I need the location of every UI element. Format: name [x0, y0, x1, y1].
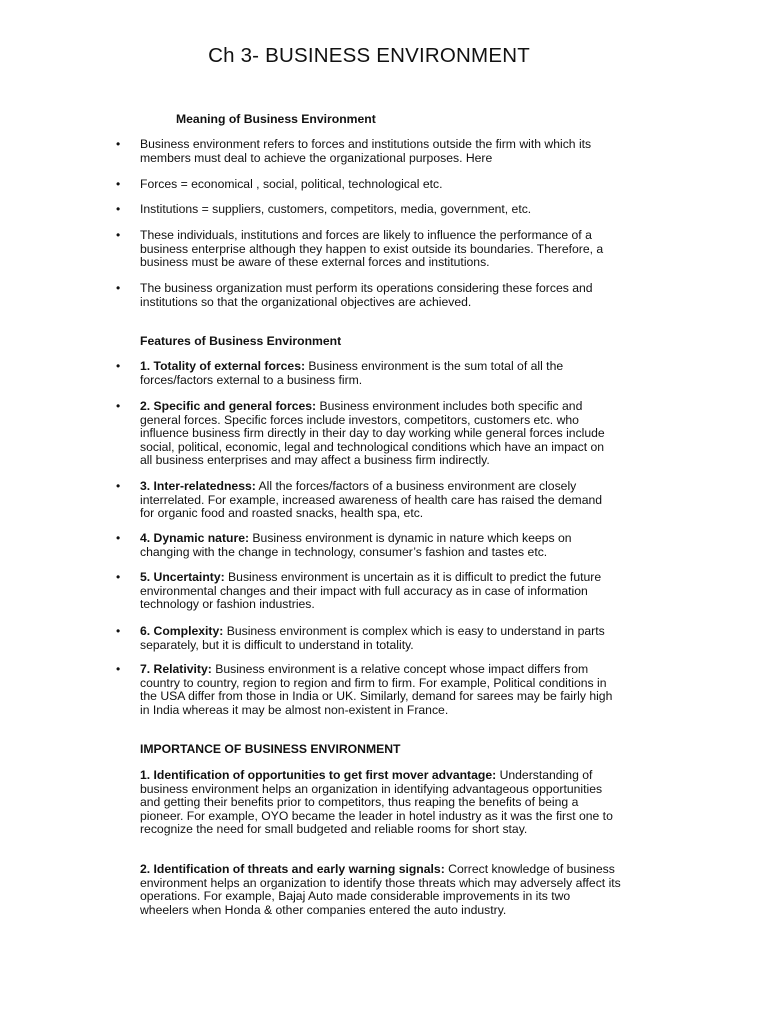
- feature-label: 4. Dynamic nature:: [140, 531, 250, 545]
- feature-text: Business environment is a relative concept whose impact differs from country to country, region to region and firm to firm. For example, Political conditions in the USA differ from those in India or UK. Similarly, demand for sarees may be fairly high in India whereas it may be almost non-existent in France.: [140, 662, 613, 717]
- feature-label: 6. Complexity:: [140, 624, 224, 638]
- feature-bullet-4: [116, 531, 618, 559]
- bullet-dot-icon: •: [116, 570, 121, 584]
- feature-text: Business environment is dynamic in nature which keeps on changing with the change in technology, consumer’s fashion and tastes etc.: [140, 531, 572, 559]
- meaning-bullet-4: [116, 228, 618, 270]
- meaning-bullet-5: [116, 281, 618, 309]
- bullet-dot-icon: •: [116, 281, 121, 295]
- feature-bullet-7: [116, 662, 618, 717]
- feature-label: 3. Inter-relatedness:: [140, 479, 256, 493]
- feature-text: Business environment is the sum total of all the forces/factors external to a business firm.: [140, 359, 564, 387]
- feature-text: Business environment is uncertain as it is difficult to predict the future environmental changes and their impact with full accuracy as in case of information technology or fashion industries.: [140, 570, 602, 612]
- bullet-dot-icon: •: [116, 359, 121, 373]
- importance-text: Correct knowledge of business environment helps an organization to identify those threats which may adversely affect its operations. For example, Bajaj Auto made considerable improvements in its two wheelers when Honda & other companies entered the auto industry.: [140, 862, 621, 917]
- meaning-bullet-2: [116, 177, 618, 192]
- bullet-dot-icon: •: [116, 177, 121, 191]
- bullet-dot-icon: •: [116, 531, 121, 545]
- bullet-dot-icon: •: [116, 624, 121, 638]
- feature-label: 2. Specific and general forces:: [140, 399, 317, 413]
- importance-paragraph-2: [140, 863, 622, 917]
- feature-bullet-2: [116, 399, 618, 468]
- meaning-bullet-text: Forces = economical , social, political, technological etc.: [140, 177, 443, 191]
- meaning-bullet-text: Business environment refers to forces and institutions outside the firm with which its members must deal to achieve the organizational purposes. Here: [140, 137, 592, 165]
- feature-label: 7. Relativity:: [140, 662, 212, 676]
- meaning-bullet-text: These individuals, institutions and forces are likely to influence the performance of a business enterprise although they happen to exist outside its boundaries. Therefore, a business must be aware of these external forces and institutions.: [140, 228, 604, 270]
- bullet-dot-icon: •: [116, 399, 121, 413]
- bullet-dot-icon: •: [116, 137, 121, 151]
- feature-bullet-1: [116, 359, 618, 387]
- bullet-dot-icon: •: [116, 662, 121, 676]
- importance-heading: IMPORTANCE OF BUSINESS ENVIRONMENT: [140, 742, 401, 756]
- bullet-dot-icon: •: [116, 228, 121, 242]
- page-title: Ch 3- BUSINESS ENVIRONMENT: [208, 44, 530, 67]
- feature-bullet-6: [116, 624, 618, 652]
- bullet-dot-icon: •: [116, 202, 121, 216]
- importance-label: 1. Identification of opportunities to get first mover advantage:: [140, 768, 497, 782]
- bullet-dot-icon: •: [116, 479, 121, 493]
- importance-paragraph-1: [140, 769, 622, 837]
- feature-label: 1. Totality of external forces:: [140, 359, 306, 373]
- importance-text: Understanding of business environment helps an organization in identifying advantageous opportunities and getting their benefits prior to competitors, thus reaping the benefits of being a pioneer. For example, OYO became the leader in hotel industry as it was the first one to recognize the need for small budgeted and reliable rooms for short stay.: [140, 768, 613, 837]
- importance-label: 2. Identification of threats and early warning signals:: [140, 862, 445, 876]
- meaning-bullet-1: [116, 137, 618, 165]
- meaning-bullet-text: Institutions = suppliers, customers, competitors, media, government, etc.: [140, 202, 532, 216]
- meaning-heading: Meaning of Business Environment: [176, 112, 376, 126]
- feature-text: Business environment includes both specific and general forces. Specific forces include investors, competitors, customers etc. who influence business firm directly in their day to day working while general forces include social, political, economic, legal and technological conditions which have an impact on all business enterprises and may affect a business firm indirectly.: [140, 399, 605, 468]
- features-heading: Features of Business Environment: [140, 334, 342, 348]
- feature-label: 5. Uncertainty:: [140, 570, 225, 584]
- meaning-bullet-3: [116, 202, 618, 217]
- feature-bullet-5: [116, 570, 618, 612]
- meaning-bullet-text: The business organization must perform its operations considering these forces and institutions so that the organizational objectives are achieved.: [140, 281, 593, 309]
- feature-text: Business environment is complex which is easy to understand in parts separately, but it is difficult to understand in totality.: [140, 624, 605, 652]
- feature-text: All the forces/factors of a business environment are closely interrelated. For example, increased awareness of health care has raised the demand for organic food and roasted snacks, health spa, etc.: [140, 479, 603, 521]
- feature-bullet-3: [116, 479, 618, 521]
